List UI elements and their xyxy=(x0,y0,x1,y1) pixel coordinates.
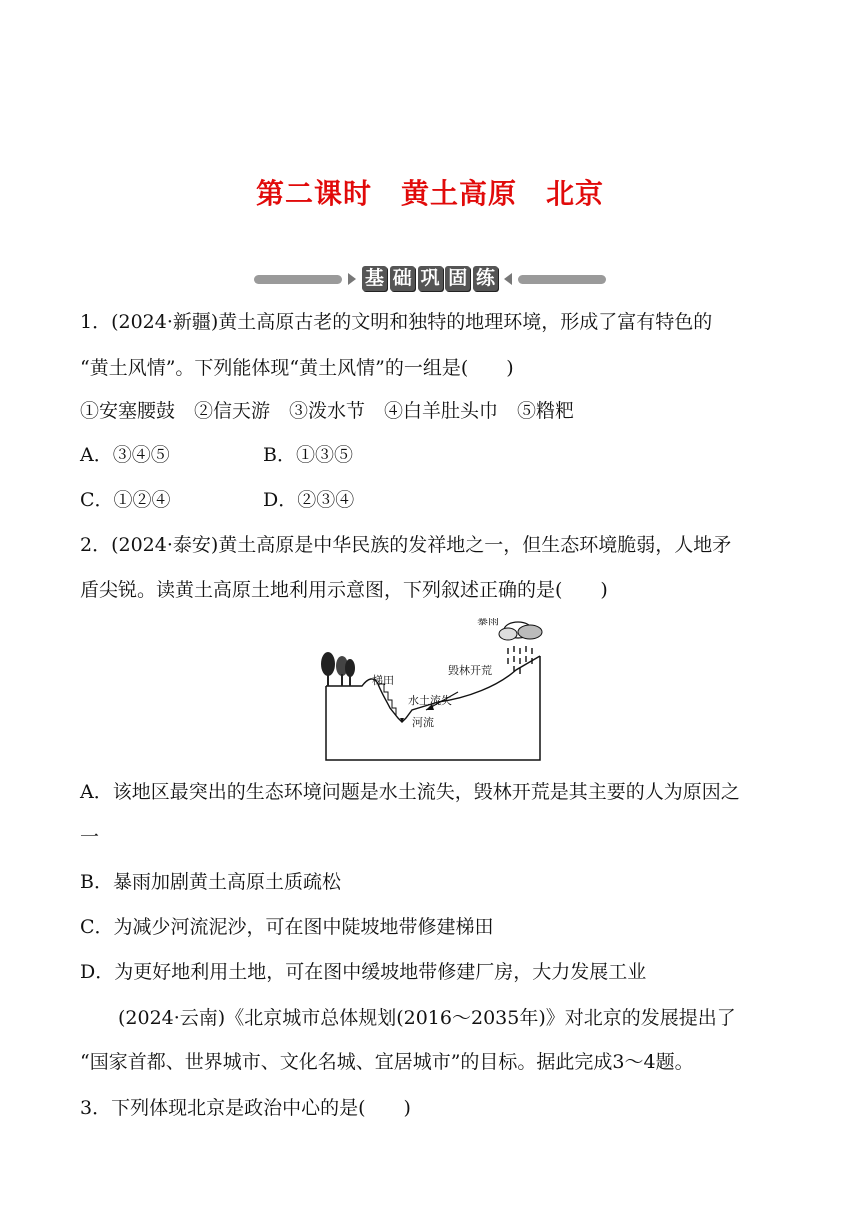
banner-char: 固 xyxy=(445,266,470,291)
loess-land-use-diagram xyxy=(318,618,544,762)
q2-option-c: C．为减少河流泥沙，可在图中陡坡地带修建梯田 xyxy=(80,916,494,938)
q1-option-d: D．②③④ xyxy=(263,489,355,511)
banner-right-arrow-icon xyxy=(348,273,356,285)
passage-line1: (2024·云南)《北京城市总体规划(2016～2035年)》对北京的发展提出了 xyxy=(118,1007,736,1029)
banner-char: 基 xyxy=(362,266,387,291)
q1-stem-line1: 1．(2024·新疆)黄土高原古老的文明和独特的地理环境，形成了富有特色的 xyxy=(80,311,713,333)
q2-option-b: B．暴雨加剧黄土高原土质疏松 xyxy=(80,871,341,893)
banner-left-bar xyxy=(254,275,342,284)
q3-stem: 3．下列体现北京是政治中心的是( ) xyxy=(80,1097,411,1119)
cloud-icon xyxy=(499,622,542,640)
banner-char: 础 xyxy=(390,266,415,291)
q2-stem-line1: 2．(2024·泰安)黄土高原是中华民族的发祥地之一，但生态环境脆弱，人地矛 xyxy=(80,534,732,556)
banner-char: 巩 xyxy=(418,266,443,291)
rain-icon xyxy=(508,646,532,674)
q1-items: ①安塞腰鼓 ②信天游 ③泼水节 ④白羊肚头巾 ⑤糌粑 xyxy=(80,400,575,422)
q2-option-a-line1: A．该地区最突出的生态环境问题是水土流失，毁林开荒是其主要的人为原因之 xyxy=(80,781,740,803)
q1-option-b: B．①③⑤ xyxy=(263,444,353,466)
tree-icon xyxy=(321,652,355,686)
label-river: 河流 xyxy=(412,716,434,729)
banner-right-bar xyxy=(518,275,606,284)
q1-option-a: A．③④⑤ xyxy=(80,444,170,466)
q2-option-d: D．为更好地利用土地，可在图中缓坡地带修建厂房，大力发展工业 xyxy=(80,961,647,983)
banner-label xyxy=(362,266,498,292)
q1-option-c: C．①②④ xyxy=(80,489,171,511)
label-erosion: 水土流失 xyxy=(408,694,452,707)
q2-option-a-line2: 一 xyxy=(80,826,100,848)
banner-left-arrow-icon xyxy=(504,273,512,285)
label-deforestation: 毁林开荒 xyxy=(448,664,492,677)
passage-line2: “国家首都、世界城市、文化名城、宜居城市”的目标。据此完成3～4题。 xyxy=(80,1051,694,1073)
q1-stem-line2: “黄土风情”。下列能体现“黄土风情”的一组是( ) xyxy=(80,357,514,379)
banner-char: 练 xyxy=(473,266,498,291)
label-rain: 暴雨 xyxy=(477,618,499,627)
label-terrace: 梯田 xyxy=(372,674,394,687)
page-title: 第二课时 黄土高原 北京 xyxy=(255,177,604,210)
section-banner xyxy=(254,266,606,292)
q2-stem-line2: 盾尖锐。读黄土高原土地利用示意图，下列叙述正确的是( ) xyxy=(80,579,608,601)
